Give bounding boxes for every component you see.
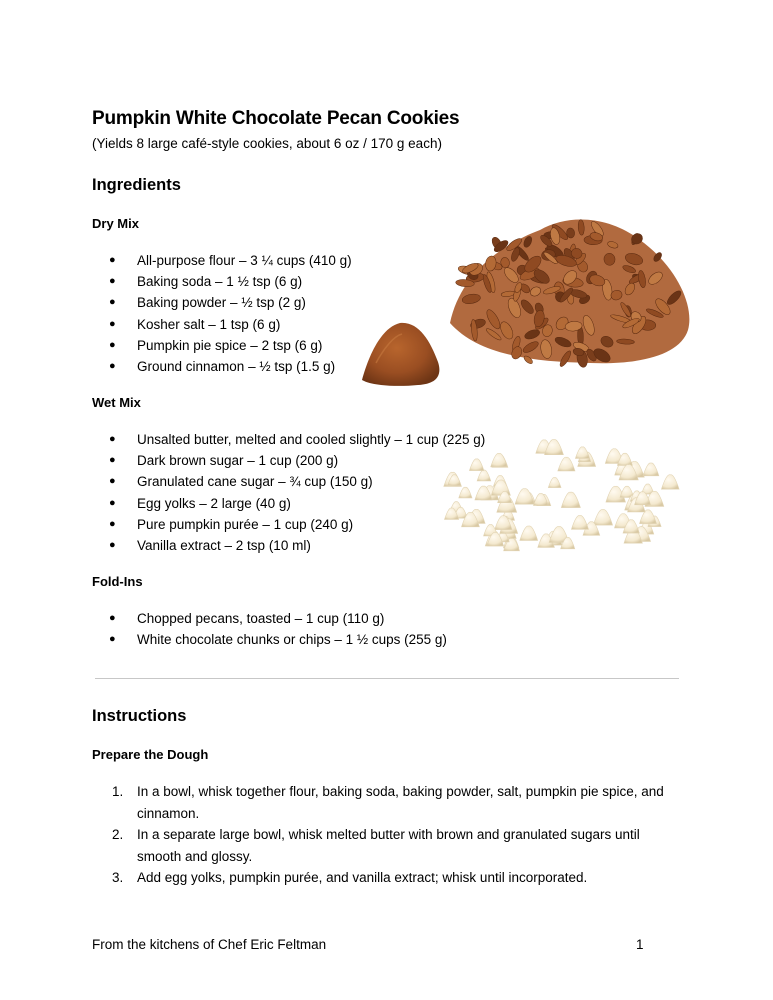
white-chocolate-chip (469, 459, 484, 471)
white-chocolate-chip (661, 475, 679, 489)
list-item: ● Pumpkin pie spice – 2 tsp (6 g) (92, 335, 352, 356)
instructions-heading: Instructions (92, 707, 187, 725)
white-chocolate-chip (491, 453, 508, 466)
white-chocolate-chip (571, 515, 588, 529)
list-item: ● Dark brown sugar – 1 cup (200 g) (92, 450, 485, 471)
ingredients-heading: Ingredients (92, 176, 181, 194)
white-chocolate-chips-image (440, 438, 685, 553)
prepare-dough-steps (92, 781, 687, 889)
section-divider (95, 678, 679, 679)
list-item: ● Granulated cane sugar – ¾ cup (150 g) (92, 471, 485, 492)
fold-ins-heading: Fold-Ins (92, 574, 143, 589)
white-chocolate-chip (477, 470, 491, 481)
white-chocolate-chip (520, 526, 538, 541)
dry-mix-list (92, 250, 352, 377)
white-chocolate-chip (643, 463, 659, 476)
fold-ins-list (92, 608, 447, 650)
wet-mix-heading: Wet Mix (92, 395, 141, 410)
prepare-dough-heading: Prepare the Dough (92, 747, 209, 762)
white-chocolate-chip (575, 447, 589, 459)
list-item: ● Egg yolks – 2 large (40 g) (92, 493, 485, 514)
recipe-yield: (Yields 8 large café-style cookies, about 6 oz / 170 g each) (92, 136, 442, 151)
list-item: ● Baking powder – ½ tsp (2 g) (92, 292, 352, 313)
white-chocolate-chip (561, 492, 580, 507)
list-item: 1. In a bowl, whisk together flour, baking soda, baking powder, salt, pumpkin pie spice, and cinnamon. (112, 784, 664, 821)
white-chocolate-chip (515, 489, 534, 505)
white-chocolate-chip (459, 487, 472, 498)
white-chocolate-chip (558, 457, 575, 471)
page-number: 1 (636, 937, 644, 952)
list-item: ● Unsalted butter, melted and cooled slightly – 1 cup (225 g) (92, 429, 485, 450)
footer-text: From the kitchens of Chef Eric Feltman (92, 937, 327, 952)
recipe-title: Pumpkin White Chocolate Pecan Cookies (92, 108, 460, 129)
list-item: 2. In a separate large bowl, whisk melted butter with brown and granulated sugars until smooth and glossy. (112, 827, 640, 864)
list-item: 3. Add egg yolks, pumpkin purée, and vanilla extract; whisk until incorporated. (112, 870, 588, 885)
list-item: ● Kosher salt – 1 tsp (6 g) (92, 314, 352, 335)
list-item: ● Baking soda – 1 ½ tsp (6 g) (92, 271, 352, 292)
white-chocolate-chip (548, 477, 561, 487)
list-item: ● Ground cinnamon – ½ tsp (1.5 g) (92, 356, 352, 377)
dry-mix-heading: Dry Mix (92, 216, 139, 231)
list-item: ● Vanilla extract – 2 tsp (10 ml) (92, 535, 485, 556)
white-chocolate-chip (593, 509, 612, 525)
list-item: ● All-purpose flour – 3 ¼ cups (410 g) (92, 250, 352, 271)
list-item: ● Pure pumpkin purée – 1 cup (240 g) (92, 514, 485, 535)
cinnamon-image (358, 318, 443, 388)
list-item: ● White chocolate chunks or chips – 1 ½ cups (255 g) (92, 629, 447, 650)
pecans-image (440, 205, 702, 370)
list-item: ● Chopped pecans, toasted – 1 cup (110 g) (92, 608, 447, 629)
wet-mix-list (92, 429, 485, 556)
